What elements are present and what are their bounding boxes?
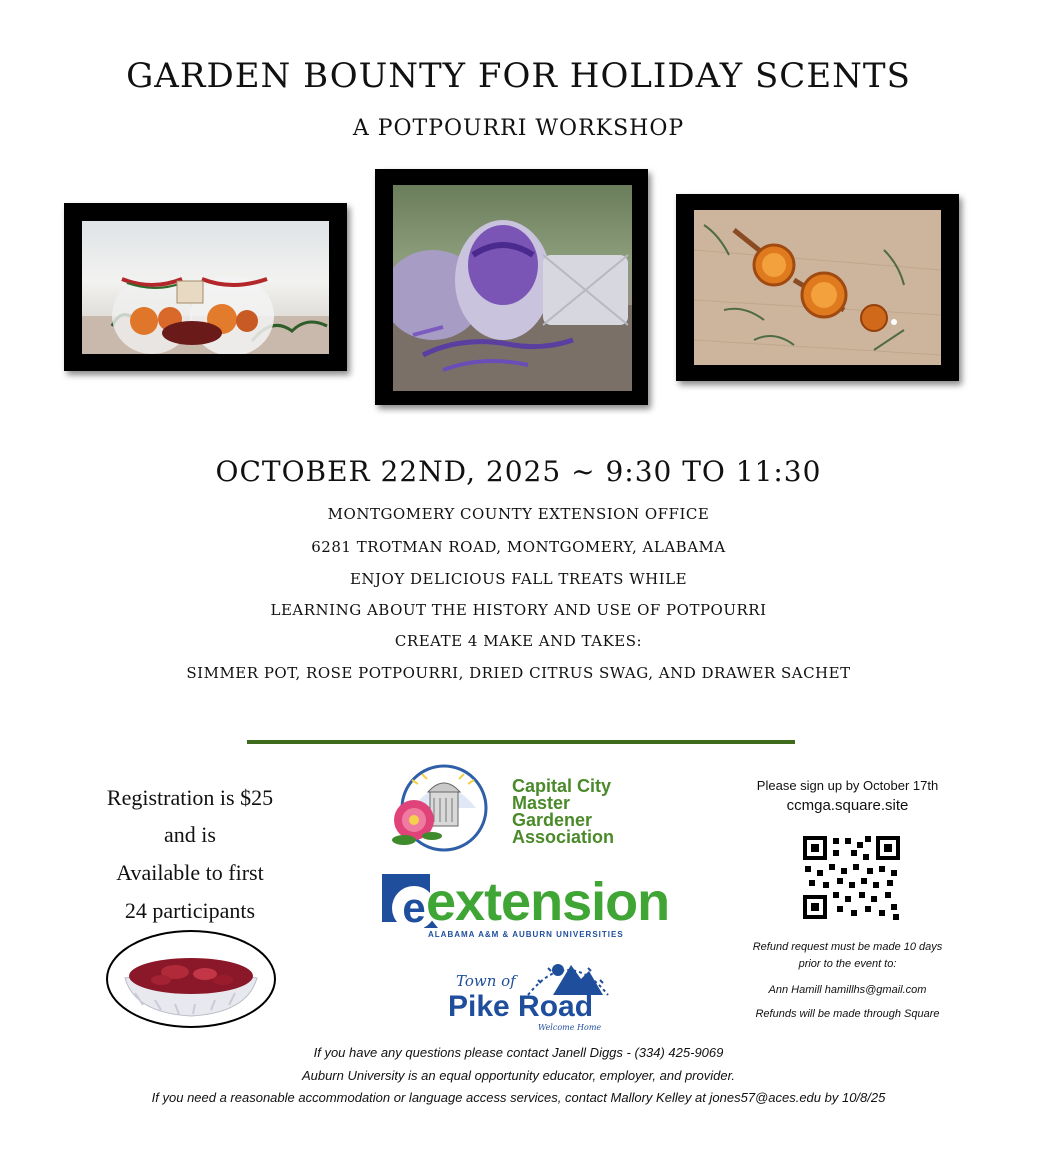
- pike-road-logo: [448, 950, 628, 1034]
- ccmga-name-line-3: Gardener: [512, 810, 593, 830]
- photo-frame-simmer-pot: [64, 203, 347, 371]
- page-title: GARDEN BOUNTY FOR HOLIDAY SCENTS: [126, 56, 911, 96]
- event-location: MONTGOMERY COUNTY EXTENSION OFFICE: [327, 505, 710, 523]
- footer-questions: If you have any questions please contact Janell Diggs - (334) 425-9069: [313, 1045, 724, 1060]
- pike-road-motto: Welcome Home: [538, 1023, 602, 1032]
- registration-availability: Available to first: [116, 860, 264, 885]
- extension-wordmark: extension: [426, 872, 670, 932]
- make-and-takes-heading: CREATE 4 MAKE AND TAKES:: [394, 632, 643, 650]
- citrus-swag-photo: [694, 210, 941, 365]
- ccmga-name-line-1: Capital City: [512, 776, 612, 796]
- extension-logo: [376, 870, 676, 945]
- page-subtitle: A POTPOURRI WORKSHOP: [352, 116, 685, 141]
- section-divider: [247, 740, 795, 744]
- registration-and-is: and is: [164, 822, 216, 847]
- event-description-1: ENJOY DELICIOUS FALL TREATS WHILE: [349, 570, 688, 588]
- refund-requirement-1: Refund request must be made 10 days: [752, 941, 943, 953]
- extension-tagline: ALABAMA A&M & AUBURN UNIVERSITIES: [428, 930, 624, 939]
- footer-accommodation: If you need a reasonable accommodation or language access services, contact Mallory Kelley at jones57@aces.edu by 10/8/25: [151, 1090, 886, 1105]
- svg-text:e: e: [402, 884, 426, 931]
- event-description-2: LEARNING ABOUT THE HISTORY AND USE OF POTPOURRI: [270, 601, 767, 619]
- event-address: 6281 TROTMAN ROAD, MONTGOMERY, ALABAMA: [311, 538, 726, 556]
- signup-deadline: Please sign up by October 17th: [756, 778, 939, 793]
- simmer-pot-photo: [82, 221, 329, 354]
- pike-road-town-of: Town of: [456, 972, 516, 990]
- refund-requirement-2: prior to the event to:: [798, 958, 897, 970]
- event-date-time: OCTOBER 22ND, 2025 ~ 9:30 TO 11:30: [215, 455, 822, 488]
- ccmga-name-line-2: Master: [512, 793, 571, 813]
- ccmga-logo: [382, 762, 632, 854]
- refund-note: Refunds will be made through Square: [755, 1008, 940, 1020]
- footer-equal-opportunity: Auburn University is an equal opportunity educator, employer, and provider.: [301, 1068, 736, 1083]
- signup-qr-code[interactable]: [801, 834, 902, 921]
- lavender-sachet-photo: [393, 185, 632, 391]
- registration-price: Registration is $25: [106, 785, 274, 810]
- ccmga-emblem-icon: [382, 762, 502, 854]
- potpourri-bowl-image: [105, 928, 277, 1030]
- registration-capacity: 24 participants: [124, 898, 256, 923]
- signup-url[interactable]: ccmga.square.site: [786, 797, 909, 814]
- pike-road-name: Pike Road: [448, 990, 594, 1023]
- ccmga-name-line-4: Association: [512, 827, 615, 847]
- photo-frame-lavender: [375, 169, 648, 405]
- refund-contact: Ann Hamill hamillhs@gmail.com: [768, 984, 927, 996]
- photo-frame-citrus-swag: [676, 194, 959, 381]
- make-and-takes-list: SIMMER POT, ROSE POTPOURRI, DRIED CITRUS SWAG, AND DRAWER SACHET: [186, 664, 851, 682]
